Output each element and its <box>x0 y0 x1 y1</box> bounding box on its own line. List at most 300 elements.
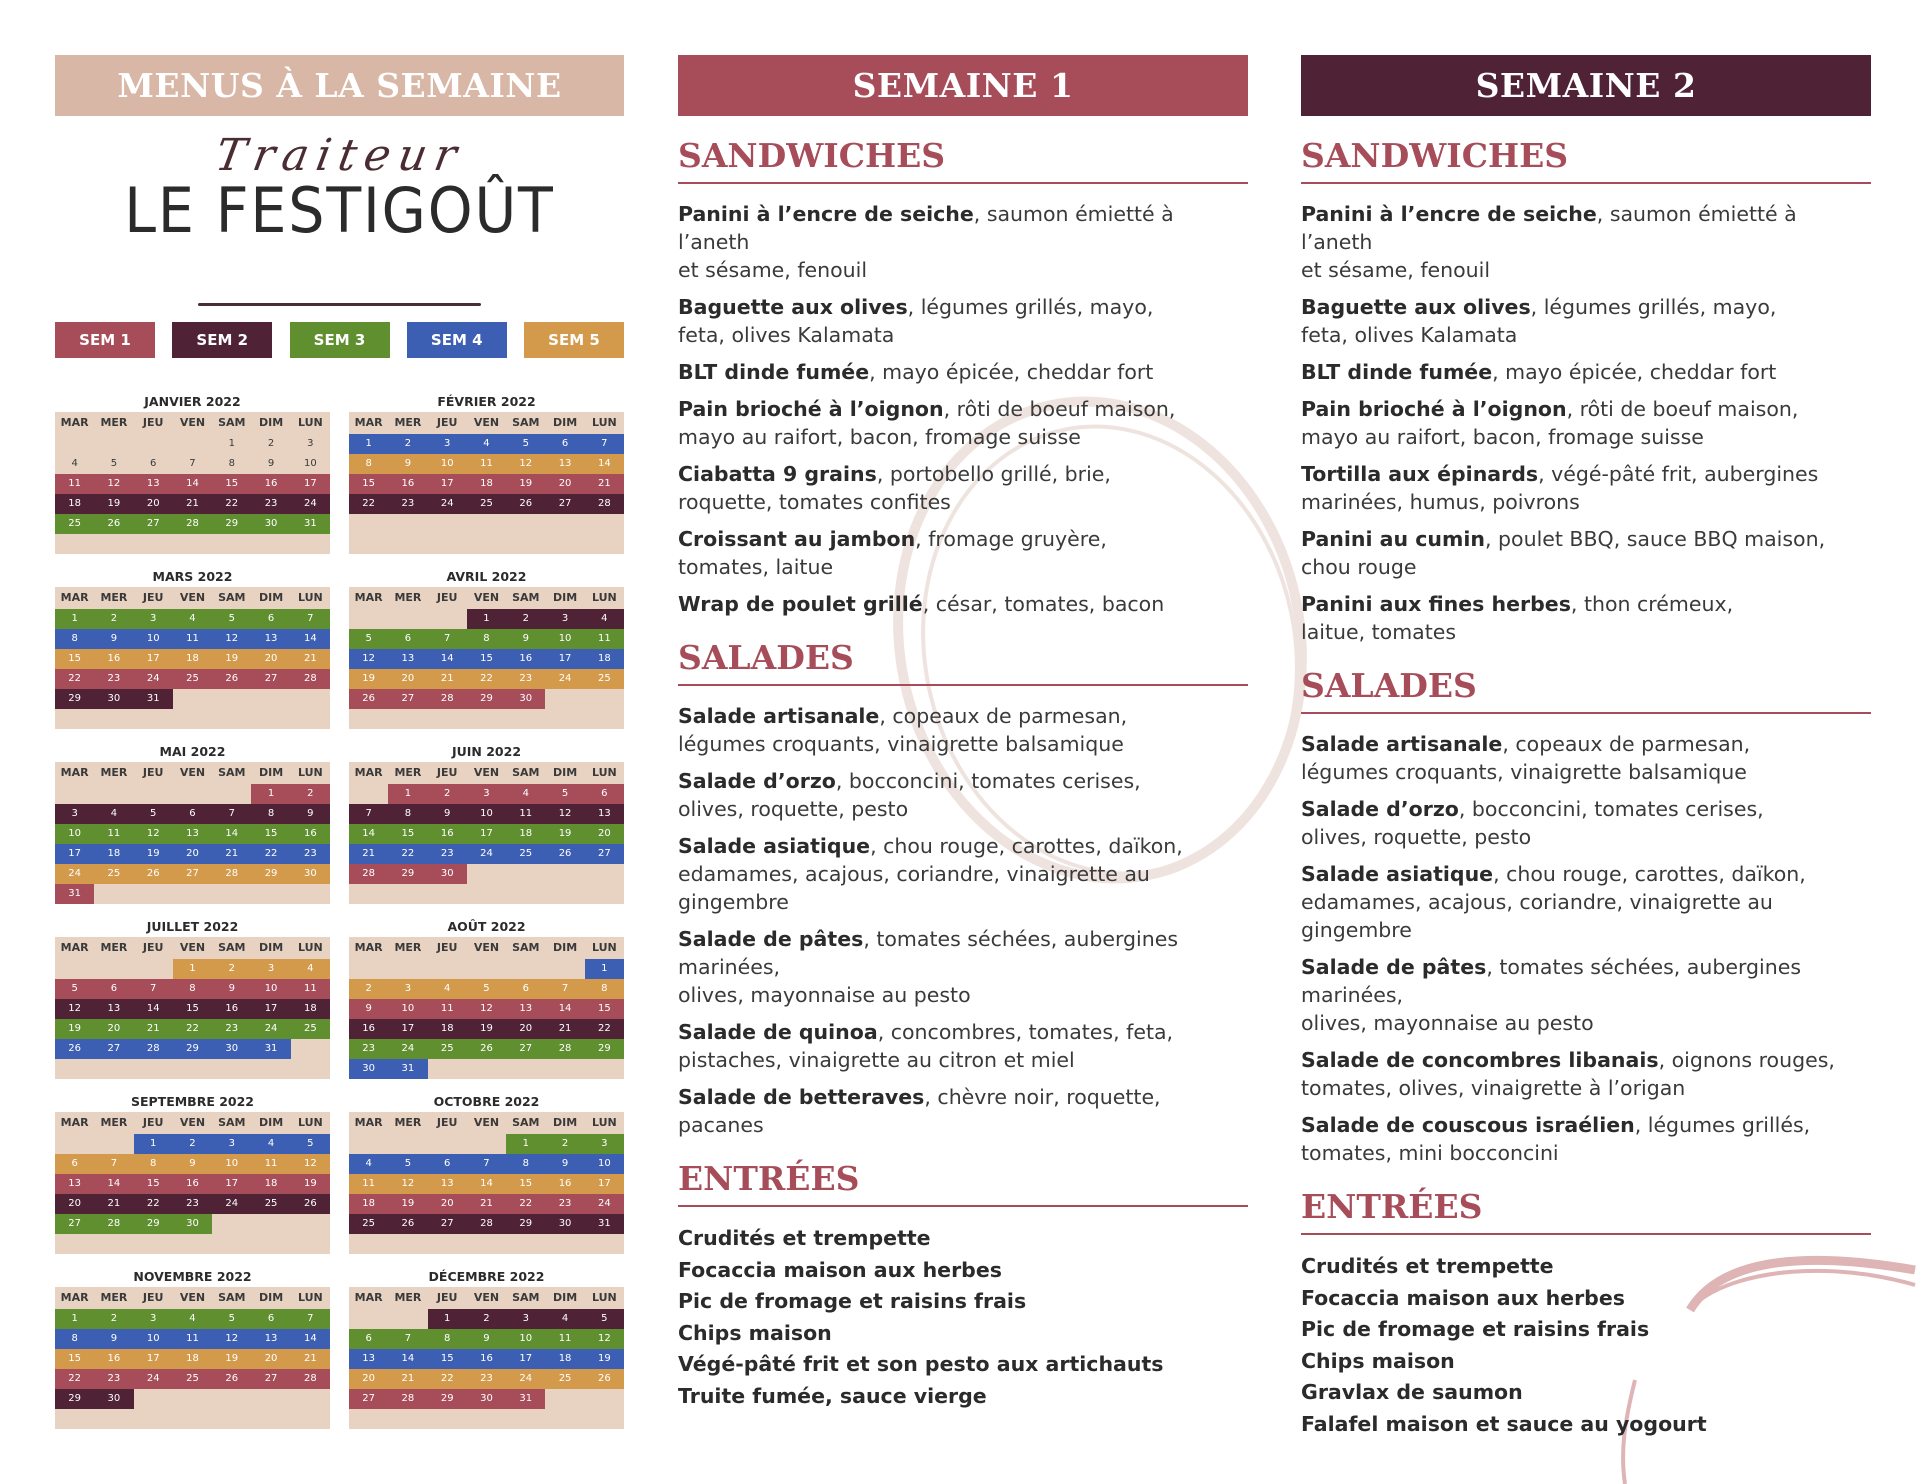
day-cell: 27 <box>251 669 290 689</box>
day-cell: 19 <box>212 1349 251 1369</box>
day-cell: 11 <box>173 629 212 649</box>
empty-cell <box>94 959 133 979</box>
day-cell: 19 <box>467 1019 506 1039</box>
day-cell: 5 <box>585 1309 624 1329</box>
menu-item <box>1301 1046 1871 1102</box>
day-cell: 26 <box>94 514 133 534</box>
day-cell: 28 <box>428 689 467 709</box>
day-cell: 3 <box>251 959 290 979</box>
day-cell: 15 <box>134 1174 173 1194</box>
empty-cell <box>173 534 212 554</box>
empty-cell <box>251 534 290 554</box>
day-cell: 30 <box>291 864 330 884</box>
day-of-week: VEN <box>179 591 206 604</box>
day-cell: 7 <box>467 1154 506 1174</box>
menu-item-desc-line2: légumes croquants, vinaigrette balsamique <box>678 732 1124 756</box>
day-cell: 12 <box>388 1174 427 1194</box>
day-of-week: LUN <box>591 941 617 954</box>
entree-item: Focaccia maison aux herbes <box>1301 1285 1625 1310</box>
day-of-week: VEN <box>179 1291 206 1304</box>
day-cell: 13 <box>506 999 545 1019</box>
day-cell: 1 <box>55 609 94 629</box>
menu-item <box>1301 590 1871 646</box>
empty-cell <box>585 534 624 554</box>
menu-item <box>1301 395 1871 451</box>
menu-item-desc: , rôti de boeuf maison, <box>1566 397 1799 421</box>
empty-cell <box>173 709 212 729</box>
day-cell: 8 <box>349 454 388 474</box>
day-cell: 4 <box>349 1154 388 1174</box>
menu-item-desc: , saumon émietté à l’aneth <box>1301 202 1797 254</box>
day-of-week: JEU <box>436 766 458 779</box>
day-cell: 3 <box>428 434 467 454</box>
day-cell: 27 <box>134 514 173 534</box>
day-of-week: DIM <box>258 1116 284 1129</box>
month-calendar <box>55 1092 330 1254</box>
section-title: ENTRÉES <box>1301 1187 1871 1235</box>
day-cell: 24 <box>55 864 94 884</box>
empty-cell <box>467 884 506 904</box>
day-cell: 10 <box>291 454 330 474</box>
menu-item-name: Salade de quinoa <box>678 1020 878 1044</box>
day-of-week: MAR <box>60 591 89 604</box>
day-cell: 8 <box>55 629 94 649</box>
empty-cell <box>55 1234 94 1254</box>
day-cell: 5 <box>134 804 173 824</box>
empty-cell <box>349 514 388 534</box>
menu-item-name: Salade d’orzo <box>1301 797 1459 821</box>
day-cell: 7 <box>291 609 330 629</box>
day-cell: 22 <box>212 494 251 514</box>
menu-item-desc: , copeaux de parmesan, <box>879 704 1128 728</box>
empty-cell <box>428 1409 467 1429</box>
day-cell: 1 <box>388 784 427 804</box>
day-cell: 27 <box>506 1039 545 1059</box>
menu-item-desc: , mayo épicée, cheddar fort <box>869 360 1154 384</box>
day-cell: 26 <box>291 1194 330 1214</box>
day-of-week: JEU <box>142 1116 164 1129</box>
day-cell: 10 <box>251 979 290 999</box>
empty-cell <box>349 709 388 729</box>
day-cell: 10 <box>55 824 94 844</box>
day-cell: 18 <box>585 649 624 669</box>
menu-item <box>1301 358 1871 386</box>
empty-cell <box>349 1234 388 1254</box>
month-title: JUIN 2022 <box>451 744 522 759</box>
day-cell: 25 <box>94 864 133 884</box>
day-cell: 8 <box>55 1329 94 1349</box>
day-cell: 6 <box>428 1154 467 1174</box>
day-cell: 28 <box>94 1214 133 1234</box>
day-cell: 22 <box>251 844 290 864</box>
empty-cell <box>134 959 173 979</box>
entree-item: Pic de fromage et raisins frais <box>678 1289 1027 1314</box>
menu-item <box>678 925 1248 1009</box>
menu-item-name: Baguette aux olives <box>1301 295 1531 319</box>
month-title: DÉCEMBRE 2022 <box>428 1269 545 1284</box>
day-cell: 5 <box>291 1134 330 1154</box>
day-cell: 23 <box>349 1039 388 1059</box>
day-cell: 10 <box>545 629 584 649</box>
day-cell: 20 <box>251 649 290 669</box>
day-cell: 8 <box>506 1154 545 1174</box>
day-cell: 21 <box>467 1194 506 1214</box>
day-cell: 10 <box>212 1154 251 1174</box>
day-cell: 29 <box>428 1389 467 1409</box>
month-title: MAI 2022 <box>159 744 226 759</box>
day-cell: 25 <box>545 1369 584 1389</box>
menu-item-desc-line2: edamames, acajous, coriandre, vinaigrette au gingembre <box>1301 890 1773 942</box>
day-of-week: MER <box>394 941 422 954</box>
menu-item-desc-line2: olives, roquette, pesto <box>1301 825 1532 849</box>
menu-item-name: Salade de couscous israélien <box>1301 1113 1635 1137</box>
logo-script: Traiteur <box>211 130 468 181</box>
day-cell: 9 <box>349 999 388 1019</box>
empty-cell <box>428 609 467 629</box>
menu-item-name: Wrap de poulet grillé <box>678 592 923 616</box>
empty-cell <box>467 864 506 884</box>
day-cell: 11 <box>94 824 133 844</box>
day-cell: 9 <box>291 804 330 824</box>
day-cell: 7 <box>94 1154 133 1174</box>
day-cell: 18 <box>173 1349 212 1369</box>
day-cell: 19 <box>349 669 388 689</box>
empty-cell <box>173 884 212 904</box>
empty-cell <box>467 514 506 534</box>
menu-item-desc: , tomates séchées, aubergines marinées, <box>1301 955 1802 1007</box>
menu-item <box>678 200 1248 284</box>
day-cell: 31 <box>134 689 173 709</box>
empty-cell <box>585 514 624 534</box>
month-title: MARS 2022 <box>152 569 233 584</box>
day-cell: 21 <box>291 1349 330 1369</box>
day-cell: 24 <box>467 844 506 864</box>
day-of-week: MAR <box>60 1116 89 1129</box>
day-cell: 2 <box>388 434 427 454</box>
menu-item-desc: , fromage gruyère, <box>915 527 1107 551</box>
empty-cell <box>388 709 427 729</box>
day-cell: 15 <box>349 474 388 494</box>
day-cell: 31 <box>585 1214 624 1234</box>
menu-item <box>678 1083 1248 1139</box>
day-cell: 29 <box>585 1039 624 1059</box>
day-cell: 14 <box>388 1349 427 1369</box>
day-cell: 5 <box>212 1309 251 1329</box>
menu-item <box>678 395 1248 451</box>
day-cell: 29 <box>55 689 94 709</box>
day-cell: 16 <box>94 1349 133 1369</box>
day-of-week: JEU <box>436 1291 458 1304</box>
empty-cell <box>55 534 94 554</box>
menu-item-name: Salade d’orzo <box>678 769 836 793</box>
day-of-week: DIM <box>552 591 578 604</box>
day-cell: 24 <box>212 1194 251 1214</box>
empty-cell <box>388 534 427 554</box>
days-grid <box>55 1112 330 1254</box>
day-cell: 4 <box>251 1134 290 1154</box>
day-of-week: MER <box>100 766 128 779</box>
day-cell: 18 <box>55 494 94 514</box>
day-cell: 22 <box>467 669 506 689</box>
menu-item <box>678 293 1248 349</box>
empty-cell <box>388 1409 427 1429</box>
day-cell: 20 <box>585 824 624 844</box>
month-title: SEPTEMBRE 2022 <box>130 1094 255 1109</box>
day-cell: 21 <box>388 1369 427 1389</box>
menu-item <box>678 767 1248 823</box>
menu-item-name: Pain brioché à l’oignon <box>678 397 944 421</box>
empty-cell <box>388 1309 427 1329</box>
day-cell: 8 <box>251 804 290 824</box>
day-of-week: DIM <box>552 766 578 779</box>
day-of-week: VEN <box>179 416 206 429</box>
day-cell: 17 <box>55 844 94 864</box>
empty-cell <box>291 689 330 709</box>
day-cell: 10 <box>585 1154 624 1174</box>
day-cell: 16 <box>388 474 427 494</box>
day-of-week: MAR <box>354 941 383 954</box>
day-cell: 19 <box>585 1349 624 1369</box>
day-cell: 11 <box>585 629 624 649</box>
day-cell: 17 <box>545 649 584 669</box>
section-title: SALADES <box>1301 666 1871 714</box>
month-title: NOVEMBRE 2022 <box>133 1269 252 1284</box>
day-cell: 29 <box>251 864 290 884</box>
day-cell: 11 <box>55 474 94 494</box>
day-cell: 4 <box>506 784 545 804</box>
menu-item-desc-line2: laitue, tomates <box>1301 620 1457 644</box>
menu-item-desc: , copeaux de parmesan, <box>1502 732 1751 756</box>
day-cell: 26 <box>212 1369 251 1389</box>
menu-item-name: Panini à l’encre de seiche <box>1301 202 1597 226</box>
day-cell: 20 <box>428 1194 467 1214</box>
day-cell: 21 <box>212 844 251 864</box>
day-cell: 12 <box>506 454 545 474</box>
day-cell: 4 <box>467 434 506 454</box>
section-title: SALADES <box>678 638 1248 686</box>
day-cell: 2 <box>251 434 290 454</box>
day-cell: 5 <box>212 609 251 629</box>
menu-item <box>1301 293 1871 349</box>
day-cell: 1 <box>55 1309 94 1329</box>
day-cell: 23 <box>428 844 467 864</box>
day-cell: 23 <box>467 1369 506 1389</box>
empty-cell <box>55 434 94 454</box>
day-cell: 12 <box>134 824 173 844</box>
day-of-week: DIM <box>258 941 284 954</box>
day-cell: 16 <box>506 649 545 669</box>
menu-item-name: Panini au cumin <box>1301 527 1485 551</box>
day-cell: 14 <box>585 454 624 474</box>
day-of-week: VEN <box>179 1116 206 1129</box>
day-cell: 1 <box>506 1134 545 1154</box>
empty-cell <box>291 1059 330 1079</box>
day-cell: 4 <box>173 609 212 629</box>
menu-item <box>1301 953 1871 1037</box>
day-cell: 16 <box>173 1174 212 1194</box>
day-cell: 19 <box>134 844 173 864</box>
day-cell: 21 <box>94 1194 133 1214</box>
day-cell: 25 <box>467 494 506 514</box>
menu-item <box>678 702 1248 758</box>
day-of-week: MER <box>394 416 422 429</box>
day-cell: 12 <box>94 474 133 494</box>
day-cell: 31 <box>291 514 330 534</box>
day-cell: 8 <box>134 1154 173 1174</box>
day-cell: 1 <box>173 959 212 979</box>
menu-item-desc: , concombres, tomates, feta, <box>877 1020 1174 1044</box>
menu-item <box>678 590 1248 618</box>
day-of-week: MAR <box>354 591 383 604</box>
day-cell: 6 <box>55 1154 94 1174</box>
day-cell: 20 <box>134 494 173 514</box>
day-cell: 12 <box>467 999 506 1019</box>
day-cell: 3 <box>55 804 94 824</box>
menu-item-desc-line2: légumes croquants, vinaigrette balsamique <box>1301 760 1747 784</box>
day-cell: 15 <box>251 824 290 844</box>
day-cell: 28 <box>134 1039 173 1059</box>
day-cell: 19 <box>545 824 584 844</box>
day-of-week: DIM <box>258 1291 284 1304</box>
day-of-week: SAM <box>218 766 246 779</box>
empty-cell <box>94 1134 133 1154</box>
day-cell: 4 <box>545 1309 584 1329</box>
day-cell: 24 <box>388 1039 427 1059</box>
menu-item-name: Pain brioché à l’oignon <box>1301 397 1567 421</box>
empty-cell <box>349 609 388 629</box>
empty-cell <box>349 1309 388 1329</box>
day-cell: 13 <box>134 474 173 494</box>
day-cell: 15 <box>173 999 212 1019</box>
empty-cell <box>134 884 173 904</box>
empty-cell <box>251 1409 290 1429</box>
legend-sem-3: SEM 3 <box>290 322 390 358</box>
day-cell: 23 <box>506 669 545 689</box>
day-cell: 12 <box>349 649 388 669</box>
semaine2-sandwiches <box>1301 136 1871 646</box>
day-cell: 27 <box>173 864 212 884</box>
month-calendar <box>55 1267 330 1429</box>
menu-item <box>678 1018 1248 1074</box>
empty-cell <box>467 1409 506 1429</box>
day-of-week: DIM <box>552 1116 578 1129</box>
empty-cell <box>291 884 330 904</box>
day-cell: 14 <box>212 824 251 844</box>
day-cell: 26 <box>55 1039 94 1059</box>
day-cell: 28 <box>545 1039 584 1059</box>
day-cell: 17 <box>134 649 173 669</box>
empty-cell <box>428 959 467 979</box>
day-cell: 11 <box>173 1329 212 1349</box>
empty-cell <box>55 1059 94 1079</box>
menu-item-name: BLT dinde fumée <box>1301 360 1493 384</box>
entree-item: Gravlax de saumon <box>1301 1380 1523 1405</box>
menu-item <box>1301 795 1871 851</box>
empty-cell <box>212 784 251 804</box>
day-cell: 6 <box>388 629 427 649</box>
month-title: AVRIL 2022 <box>446 569 527 584</box>
days-grid <box>349 1287 624 1429</box>
empty-cell <box>428 1134 467 1154</box>
day-of-week: VEN <box>473 766 500 779</box>
day-cell: 16 <box>428 824 467 844</box>
empty-cell <box>94 709 133 729</box>
empty-cell <box>585 709 624 729</box>
day-cell: 27 <box>388 689 427 709</box>
empty-cell <box>388 609 427 629</box>
day-cell: 19 <box>506 474 545 494</box>
day-cell: 1 <box>428 1309 467 1329</box>
day-of-week: SAM <box>512 1116 540 1129</box>
day-cell: 10 <box>134 1329 173 1349</box>
day-of-week: JEU <box>436 1116 458 1129</box>
day-cell: 29 <box>467 689 506 709</box>
semaine2-column <box>1301 55 1871 1441</box>
menu-item <box>1301 525 1871 581</box>
days-grid <box>349 412 624 554</box>
day-cell: 25 <box>55 514 94 534</box>
day-cell: 14 <box>545 999 584 1019</box>
semaine2-header: SEMAINE 2 <box>1301 55 1871 116</box>
day-cell: 16 <box>545 1174 584 1194</box>
day-cell: 3 <box>134 609 173 629</box>
day-cell: 25 <box>349 1214 388 1234</box>
day-cell: 15 <box>388 824 427 844</box>
day-cell: 13 <box>173 824 212 844</box>
empty-cell <box>212 1389 251 1409</box>
day-cell: 29 <box>388 864 427 884</box>
menu-item <box>1301 1111 1871 1167</box>
empty-cell <box>173 784 212 804</box>
day-cell: 6 <box>506 979 545 999</box>
day-cell: 24 <box>545 669 584 689</box>
day-cell: 27 <box>585 844 624 864</box>
day-cell: 1 <box>251 784 290 804</box>
day-cell: 7 <box>585 434 624 454</box>
day-of-week: JEU <box>436 591 458 604</box>
day-cell: 6 <box>94 979 133 999</box>
day-cell: 30 <box>506 689 545 709</box>
empty-cell <box>428 514 467 534</box>
day-cell: 3 <box>291 434 330 454</box>
day-cell: 13 <box>251 629 290 649</box>
day-cell: 10 <box>428 454 467 474</box>
day-cell: 26 <box>212 669 251 689</box>
empty-cell <box>55 1409 94 1429</box>
day-cell: 22 <box>349 494 388 514</box>
menu-item-desc-line2: roquette, tomates confites <box>678 490 951 514</box>
semaine1-entrees <box>678 1159 1248 1413</box>
entree-item: Crudités et trempette <box>1301 1254 1554 1278</box>
day-cell: 16 <box>251 474 290 494</box>
day-cell: 6 <box>545 434 584 454</box>
day-cell: 3 <box>212 1134 251 1154</box>
day-cell: 22 <box>506 1194 545 1214</box>
empty-cell <box>467 1234 506 1254</box>
month-calendar <box>349 567 624 729</box>
day-cell: 14 <box>94 1174 133 1194</box>
month-calendar <box>349 742 624 904</box>
day-cell: 5 <box>388 1154 427 1174</box>
day-cell: 15 <box>585 999 624 1019</box>
section-title: SANDWICHES <box>678 136 1248 184</box>
day-cell: 4 <box>291 959 330 979</box>
day-of-week: MAR <box>354 766 383 779</box>
day-cell: 28 <box>291 669 330 689</box>
day-cell: 14 <box>134 999 173 1019</box>
day-cell: 2 <box>291 784 330 804</box>
day-cell: 14 <box>467 1174 506 1194</box>
